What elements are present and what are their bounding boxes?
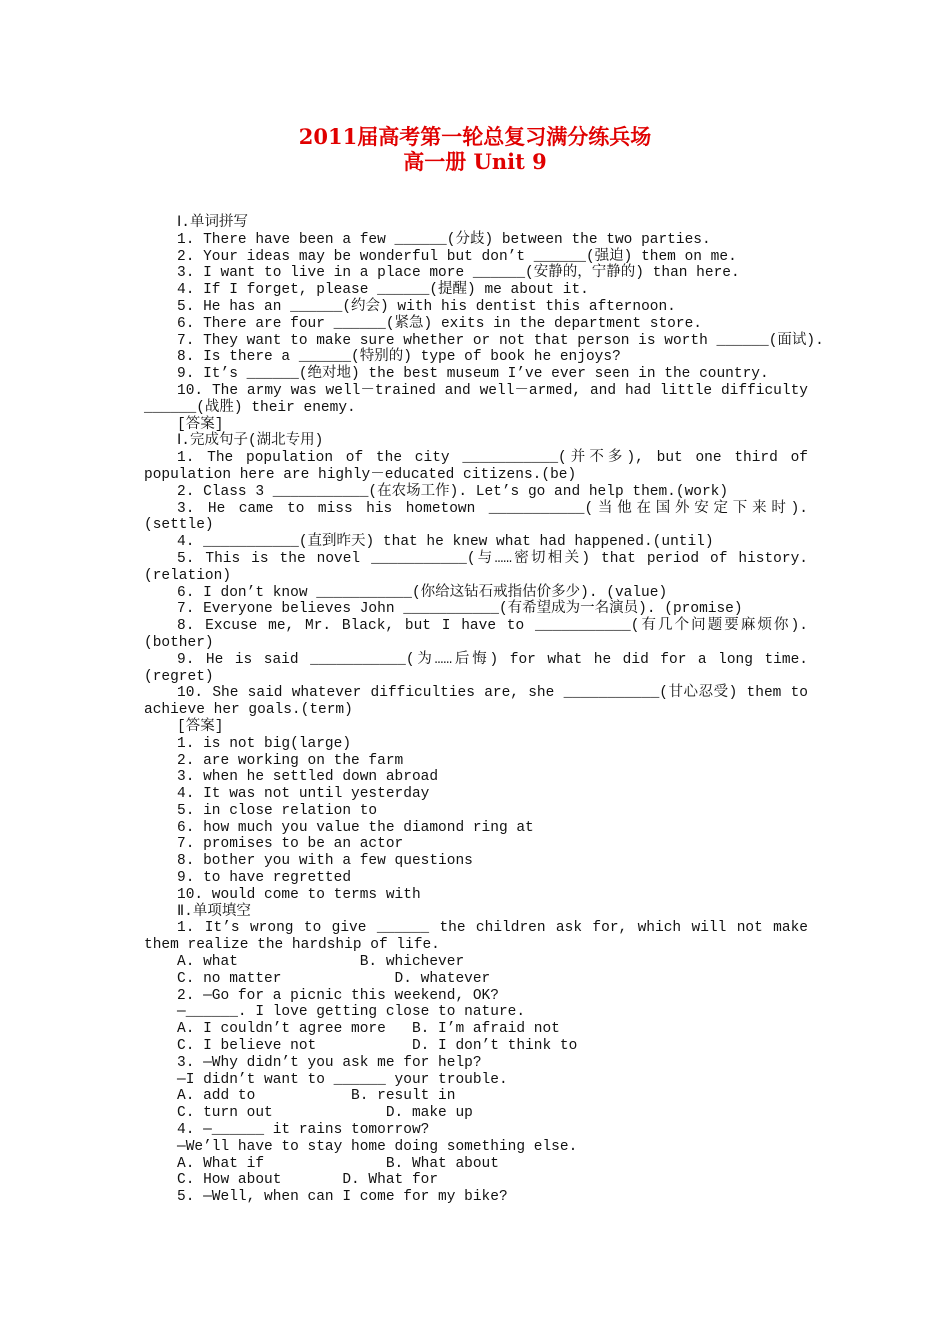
text-line: 3. —Why didn’t you ask me for help? [177,1054,482,1071]
text-line: 2. —Go for a picnic this weekend, OK? [177,987,499,1004]
text-line: C. turn out D. make up [177,1105,473,1122]
text-line: 6. how much you value the diamond ring at [177,819,534,836]
text-line: C. no matter D. whatever [177,970,491,987]
text-line: 5. He has an ______(约会) with his dentist this afternoon. [177,298,676,315]
text-line: 1. is not big(large) [177,735,352,752]
text-line: 5. —Well, when can I come for my bike? [177,1189,508,1206]
text-line: 4. ___________(直到昨天) that he knew what had happened.(until) [177,534,714,551]
text-line: 10. The army was well－trained and well－armed, and had little difficulty [177,382,808,399]
text-line: 5. in close relation to [177,802,378,819]
text-line: 9. to have regretted [177,870,352,887]
text-line: 3. He came to miss his hometown ___________(当他在国外安定下来时). [177,500,808,517]
text-line: A. I couldn’t agree more B. I’m afraid not [177,1021,560,1038]
text-line: 3. I want to live in a place more ______(安静的，宁静的) than here. [177,265,740,282]
text-line: (settle) [144,517,214,534]
document-body [144,215,824,1206]
text-line: 7. Everyone believes John ___________(有希望成为一名演员). (promise) [177,601,743,618]
text-line: 4. It was not until yesterday [177,786,430,803]
text-line: A. what B. whichever [177,954,465,971]
text-line: 9. He is said ___________(为……后悔) for what he did for a long time. [177,651,808,668]
text-line: (relation) [144,567,232,584]
text-line: [答案] [177,416,224,433]
text-line: 4. If I forget, please ______(提醒) me about it. [177,282,589,299]
text-line: Ⅱ.单项填空 [177,903,251,920]
text-line: (regret) [144,668,214,685]
text-line: 6. There are four ______(紧急) exits in the department store. [177,315,702,332]
text-line: 8. bother you with a few questions [177,853,473,870]
text-line: 10. would come to terms with [177,886,421,903]
text-line: 2. are working on the farm [177,752,404,769]
text-line: (bother) [144,634,214,651]
text-line: 7. promises to be an actor [177,836,404,853]
text-line: 4. —______ it rains tomorrow? [177,1122,430,1139]
text-line: Ⅰ.完成句子(湖北专用) [177,433,324,450]
text-line: Ⅰ.单词拼写 [177,215,248,231]
text-line: population here are highly－educated citizens.(be) [144,466,577,483]
text-line: 5. This is the novel ___________(与……密切相关) that period of history. [177,550,808,567]
text-line: 8. Excuse me, Mr. Black, but I have to ___________(有几个问题要麻烦你). [177,618,808,635]
text-line: —I didn’t want to ______ your trouble. [177,1071,508,1088]
text-line: 3. when he settled down abroad [177,769,439,786]
text-line: them realize the hardship of life. [144,937,440,954]
text-line: A. add to B. result in [177,1088,456,1105]
text-line: [答案] [177,718,224,735]
text-line: A. What if B. What about [177,1155,499,1172]
text-line: 2. Class 3 ___________(在农场工作). Let’s go and help them.(work) [177,483,729,500]
text-line: 1. There have been a few ______(分歧) between the two parties. [177,231,711,248]
text-line: 6. I don’t know ___________(你给这钻石戒指估价多少). (value) [177,584,668,601]
text-line: —We’ll have to stay home doing something else. [177,1138,578,1155]
text-line: 7. They want to make sure whether or not that person is worth ______(面试). [177,332,824,349]
text-line: 2. Your ideas may be wonderful but don’t ______(强迫) them on me. [177,248,737,265]
text-line: achieve her goals.(term) [144,702,353,719]
text-line: C. I believe not D. I don’t think to [177,1038,578,1055]
text-line: 1. It’s wrong to give ______ the children ask for, which will not make [177,920,808,937]
text-line: C. How about D. What for [177,1172,439,1189]
text-line: 8. Is there a ______(特别的) type of book he enjoys? [177,349,621,366]
text-line: 9. It’s ______(绝对地) the best museum I’ve ever seen in the country. [177,366,769,383]
document-subtitle: 高一册 Unit 9 [403,149,547,174]
text-line: 1. The population of the city ___________(并不多), but one third of [177,450,808,467]
text-line: —______. I love getting close to nature. [177,1004,526,1021]
text-line: ______(战胜) their enemy. [144,399,356,416]
document-title: 2011届高考第一轮总复习满分练兵场 [298,124,652,149]
text-line: 10. She said whatever difficulties are, she ___________(甘心忍受) them to [177,685,808,702]
